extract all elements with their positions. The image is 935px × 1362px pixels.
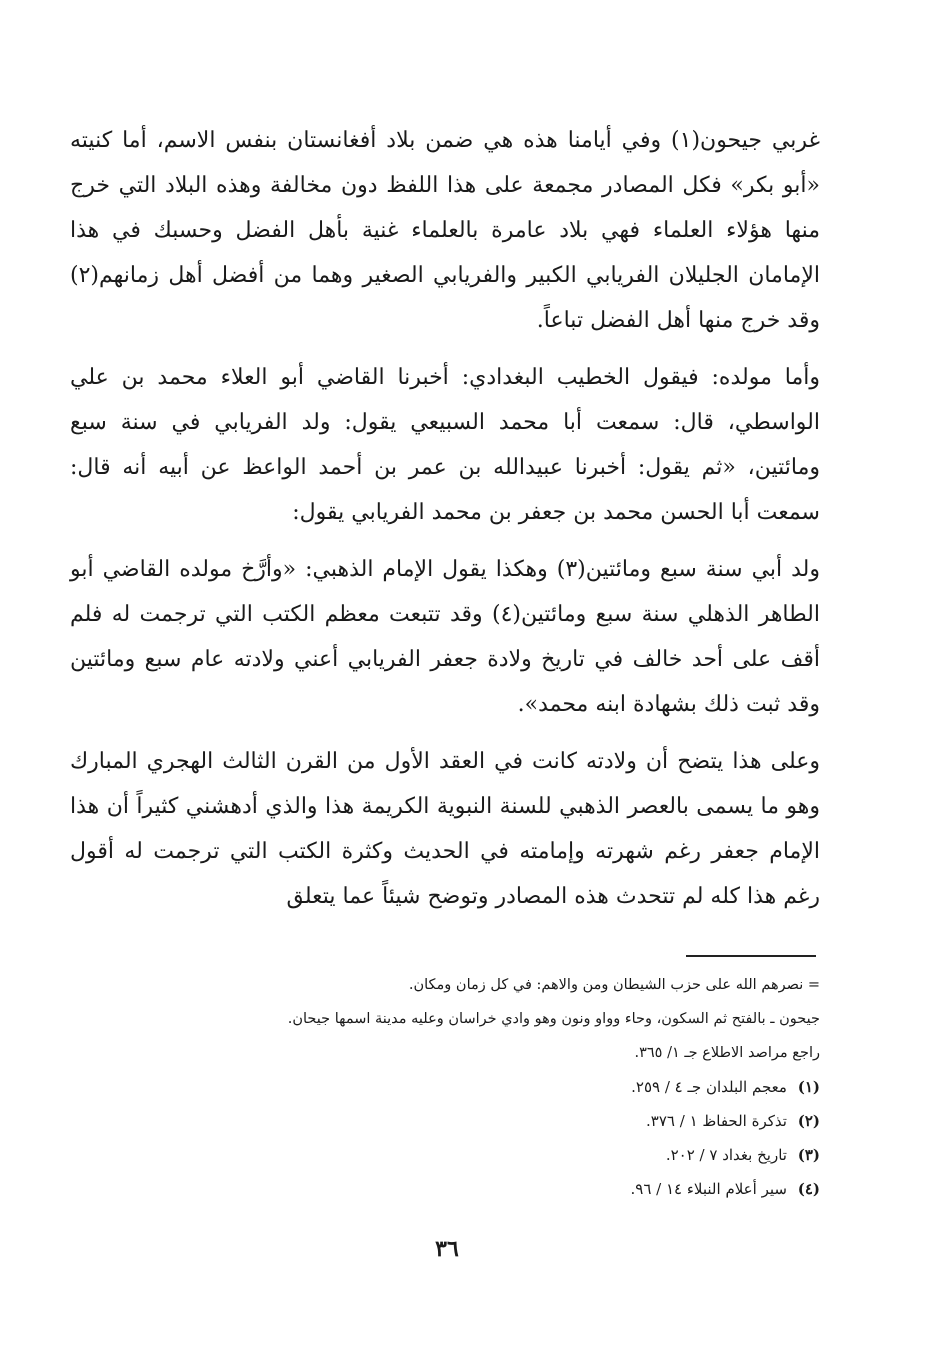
- footnote-3-text: تاريخ بغداد ٧ / ٢٠٢.: [665, 1146, 787, 1164]
- paragraph-3: ولد أبي سنة سبع ومائتين(٣) وهكذا يقول الإمام الذهبي: «وأرَّخ مولده القاضي أبو الطاهر الذهلي سنة سبع ومائتين(٤) وقد تتبعت معظم الكتب التي ترجمت له فلم أقف على أحد خالف في تاريخ ولادة جعفر الفريابي أعني ولادته عام سبع ومائتين وقد ثبت ذلك بشهادة ابنه محمد».: [70, 557, 820, 717]
- footnote-2: [70, 1104, 820, 1138]
- footnote-4-text: سير أعلام النبلاء ١٤ / ٩٦.: [630, 1180, 787, 1198]
- footnote-4: [70, 1172, 820, 1206]
- footnote-3-number: (٣): [797, 1146, 820, 1164]
- footnote-4-number: (٤): [797, 1180, 820, 1198]
- footnotes: [70, 968, 820, 1206]
- footnote-1-text: معجم البلدان جـ ٤ / ٢٥٩.: [631, 1078, 787, 1096]
- footnote-1: [70, 1070, 820, 1104]
- footnote-1-number: (١): [797, 1078, 820, 1096]
- footnote-2-number: (٢): [797, 1112, 820, 1130]
- paragraph-2: وأما مولده: فيقول الخطيب البغدادي: أخبرنا القاضي أبو العلاء محمد بن علي الواسطي، قال: سمعت أبا محمد السبيعي يقول: ولد الفريابي في سنة سبع ومائتين، «ثم يقول: أخبرنا عبيدالله بن عمر بن أحمد الواعظ عن أبيه أنه قال: سمعت أبا الحسن محمد بن جعفر بن محمد الفريابي يقول:: [70, 365, 820, 525]
- paragraph-1: غربي جيحون(١) وفي أيامنا هذه هي ضمن بلاد أفغانستان بنفس الاسم، أما كنيته «أبو بكر» فكل المصادر مجمعة على هذا اللفظ دون مخالفة وهذه البلاد التي خرج منها هؤلاء العلماء فهي بلاد عامرة بالعلماء غنية بأهل الفضل وحسبك في هذا الإمامان الجليلان الفريابي الكبير والفريابي الصغير وهما من أفضل أهل زمانهم(٢) وقد خرج منها أهل الفضل تباعاً.: [70, 128, 821, 333]
- footnote-carryover-3: راجع مراصد الاطلاع جـ ١/ ٣٦٥.: [634, 1045, 820, 1061]
- main-text: [70, 118, 820, 931]
- page-number: ٣٦: [435, 1236, 459, 1262]
- footnote-3: [70, 1138, 820, 1172]
- footnote-carryover-2: جيحون ـ بالفتح ثم السكون، وحاء وواو ونون وهو وادي خراسان وعليه مدينة اسمها جيحان.: [287, 1011, 820, 1027]
- footnote-separator: [686, 955, 816, 957]
- footnote-carryover-1: = نصرهم الله على حزب الشيطان ومن والاهم: في كل زمان ومكان.: [408, 977, 820, 993]
- paragraph-4: وعلى هذا يتضح أن ولادته كانت في العقد الأول من القرن الثالث الهجري المبارك وهو ما يسمى بالعصر الذهبي للسنة النبوية الكريمة هذا والذي أدهشني كثيراً أن هذا الإمام جعفر رغم شهرته وإمامته في الحديث وكثرة الكتب التي ترجمت له أقول رغم هذا كله لم تتحدث هذه المصادر وتوضح شيئاً عما يتعلق: [70, 749, 820, 909]
- footnote-2-text: تذكرة الحفاظ ١ / ٣٧٦.: [646, 1112, 787, 1130]
